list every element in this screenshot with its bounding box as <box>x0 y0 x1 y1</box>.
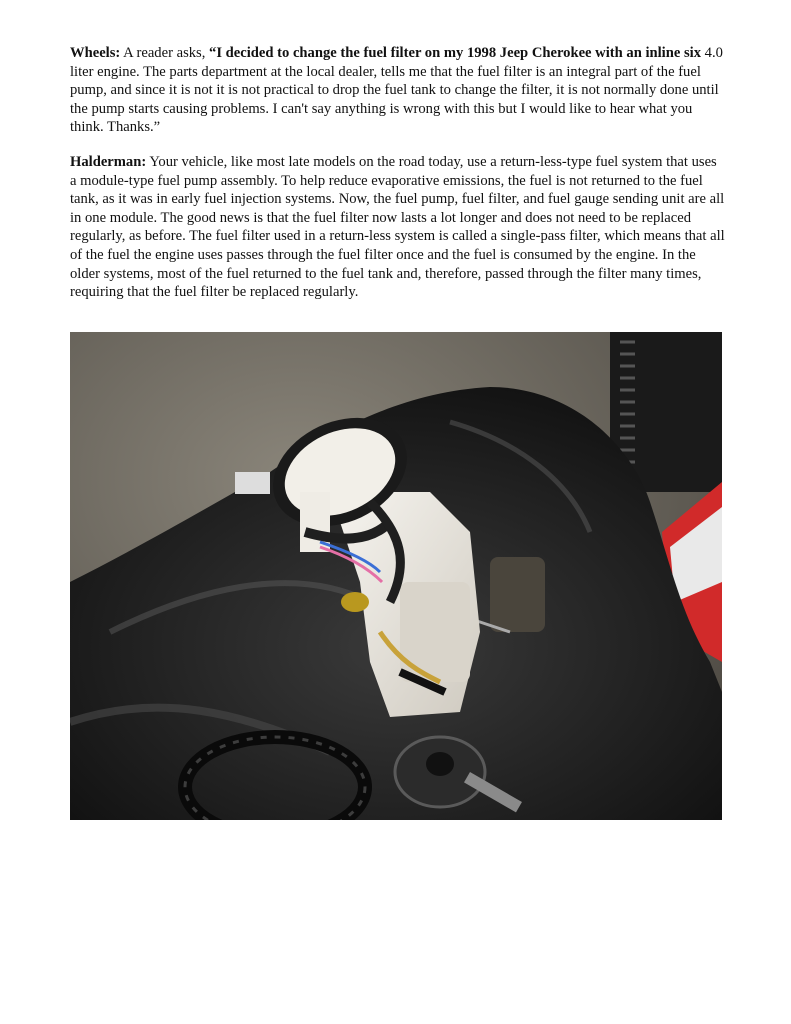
question-text: 4.0 liter engine. The parts department at the local dealer, tells me that the fuel filter is an integral part of the fuel pump, and since it is not it is not practical to drop the fuel tank to change the filter, it is not normally done until the pump starts causing problems. I can't say anything is wrong with this but I would like to hear what you think. Thanks.” <box>70 45 723 136</box>
photo-illustration <box>70 332 722 820</box>
question-paragraph <box>70 44 725 137</box>
answer-label: Halderman: <box>70 154 147 170</box>
question-quote-bold: “I decided to change the fuel filter on my 1998 Jeep Cherokee with an inline six <box>209 45 702 61</box>
question-intro: A reader asks, <box>120 45 210 61</box>
answer-paragraph <box>70 153 725 302</box>
answer-text: Your vehicle, like most late models on the road today, use a return-less-type fuel system that uses a module-type fuel pump assembly. To help reduce evaporative emissions, the fuel is not returned to the fuel tank, as it was in early fuel injection systems. Now, the fuel pump, fuel filter, and fuel gauge sending unit are all in one module. The good news is that the fuel filter now lasts a lot longer and does not need to be replaced regularly, as before. The fuel filter used in a return-less system is called a single-pass filter, which means that all of the fuel the engine uses passes through the fuel filter once and the fuel is consumed by the engine. In the older systems, most of the fuel returned to the fuel tank and, therefore, passed through the filter many times, requiring that the fuel filter be replaced regularly. <box>70 154 725 301</box>
question-label: Wheels: <box>70 45 121 61</box>
fuel-pump-module-photo <box>70 332 722 820</box>
